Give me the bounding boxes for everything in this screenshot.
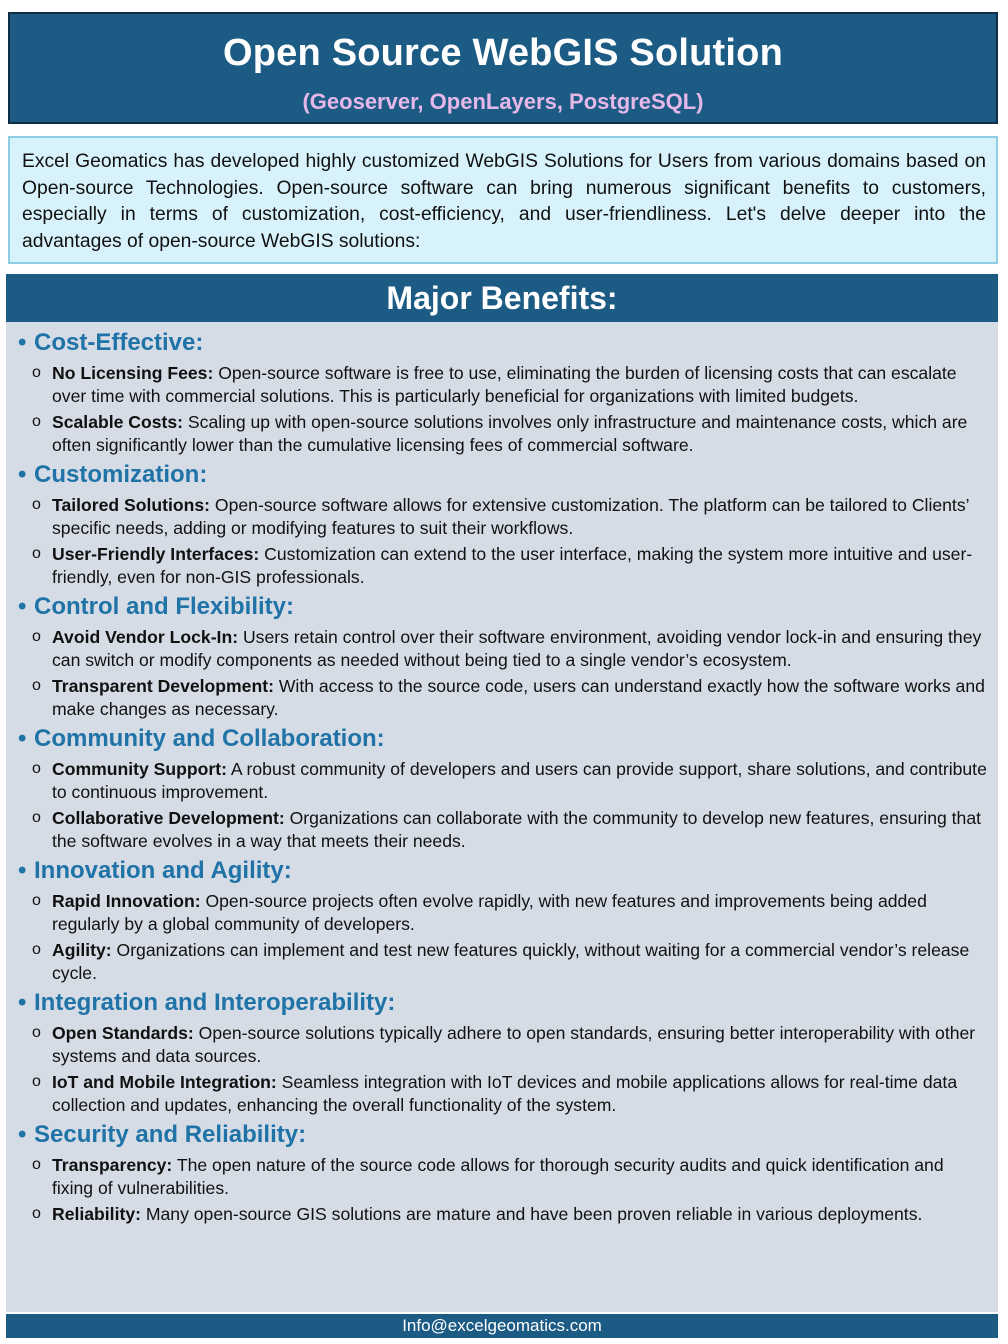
benefits-panel [6,274,998,1312]
benefit-section [18,988,988,1116]
sub-bullet-icon: o [32,1073,41,1090]
sub-bullet-icon: o [32,892,41,909]
benefit-item [18,411,988,456]
benefit-item-text: Scaling up with open-source solutions involves only infrastructure and maintenance costs, which are often significantly lower than the cumulative licensing fees of commercial software. [52,412,968,455]
section-title [18,988,988,1018]
bullet-icon: • [18,593,27,620]
sub-bullet-icon: o [32,545,41,562]
benefit-item-label: Collaborative Development: [52,808,285,828]
footer-email[interactable] [6,1314,998,1338]
section-title [18,460,988,490]
benefit-item [18,1203,988,1226]
benefit-item-label: Tailored Solutions: [52,495,211,515]
section-title-text: Integration and Interoperability: [34,989,396,1016]
benefit-item-label: Open Standards: [52,1023,194,1043]
section-title-text: Cost-Effective: [34,329,204,356]
benefit-item-label: Community Support: [52,759,227,779]
bullet-icon: • [18,989,27,1016]
benefit-item-text: Open-source solutions typically adhere to open standards, ensuring better interoperability with other systems and data sources. [52,1023,976,1066]
section-title [18,856,988,886]
section-title [18,724,988,754]
benefit-item-text: Open-source software is free to use, eliminating the burden of licensing costs that can escalate over time with commercial solutions. This is particularly beneficial for organizations with limited budgets. [52,363,957,406]
header-banner [8,12,998,124]
benefit-item-label: IoT and Mobile Integration: [52,1072,277,1092]
page-title: Open Source WebGIS Solution [223,32,783,74]
section-title-text: Community and Collaboration: [34,725,385,752]
benefit-item-label: User-Friendly Interfaces: [52,544,260,564]
sub-bullet-icon: o [32,760,41,777]
sub-bullet-icon: o [32,413,41,430]
bullet-icon: • [18,461,27,488]
benefit-item-text: Customization can extend to the user interface, making the system more intuitive and user-friendly, even for non-GIS professionals. [52,544,973,587]
benefit-section [18,592,988,720]
benefit-item [18,494,988,539]
benefit-item-text: Many open-source GIS solutions are mature and have been proven reliable in various deployments. [140,1204,923,1224]
benefit-item-label: Rapid Innovation: [52,891,201,911]
bullet-icon: • [18,1121,27,1148]
section-title [18,328,988,358]
benefit-item [18,758,988,803]
intro-box [8,136,998,264]
benefit-item [18,626,988,671]
benefit-item [18,807,988,852]
benefit-section [18,460,988,588]
benefit-item-text: With access to the source code, users can understand exactly how the software works and make changes as necessary. [52,676,985,719]
bullet-icon: • [18,857,27,884]
section-title-text: Security and Reliability: [34,1121,307,1148]
benefit-item-label: Reliability: [52,1204,141,1224]
benefit-item-text: Users retain control over their software environment, avoiding vendor lock-in and ensuring they can switch or modify components as needed without being tied to a single vendor’s ecosystem. [52,627,982,670]
benefit-item-label: Agility: [52,940,112,960]
benefit-section [18,724,988,852]
sub-bullet-icon: o [32,496,41,513]
benefit-item [18,1071,988,1116]
section-title [18,1120,988,1150]
benefit-item [18,1022,988,1067]
bullet-icon: • [18,329,27,356]
benefit-item-text: Open-source projects often evolve rapidly, with new features and improvements being added regularly by a global community of developers. [52,891,927,934]
benefit-item [18,1154,988,1199]
benefit-item-text: The open nature of the source code allows for thorough security audits and quick identification and fixing of vulnerabilities. [52,1155,944,1198]
sub-bullet-icon: o [32,1205,41,1222]
sub-bullet-icon: o [32,809,41,826]
benefit-item-label: No Licensing Fees: [52,363,214,383]
sub-bullet-icon: o [32,941,41,958]
benefit-item-text: Organizations can collaborate with the community to develop new features, ensuring that the software evolves in a way that meets their needs. [52,808,982,851]
benefit-item [18,362,988,407]
page-subtitle: (Geoserver, OpenLayers, PostgreSQL) [302,89,704,114]
section-title-text: Control and Flexibility: [34,593,295,620]
benefit-item [18,890,988,935]
benefit-item-text: Open-source software allows for extensive customization. The platform can be tailored to Clients’ specific needs, adding or modifying features to suit their workflows. [52,495,969,538]
benefit-item [18,675,988,720]
benefit-item-text: Organizations can implement and test new features quickly, without waiting for a commercial vendor’s release cycle. [52,940,970,983]
section-title-text: Innovation and Agility: [34,857,292,884]
benefit-section [18,1120,988,1226]
benefits-list [6,322,998,1226]
benefits-heading: Major Benefits: [6,274,998,322]
bullet-icon: • [18,725,27,752]
sub-bullet-icon: o [32,1024,41,1041]
section-title-text: Customization: [34,461,208,488]
sub-bullet-icon: o [32,677,41,694]
benefit-item [18,939,988,984]
footer-email-link[interactable]: Info@excelgeomatics.com [402,1316,602,1335]
benefit-item-label: Avoid Vendor Lock-In: [52,627,239,647]
sub-bullet-icon: o [32,1156,41,1173]
intro-text: Excel Geomatics has developed highly customized WebGIS Solutions for Users from various domains based on Open-source Technologies. Open-source software can bring numerous significant benefits to customers, especially in terms of customization, cost-efficiency, and user-friendliness. Let's delve deeper into the advantages of open-source WebGIS solutions: [22,151,986,252]
benefit-item-text: Seamless integration with IoT devices and mobile applications allows for real-time data collection and updates, enhancing the overall functionality of the system. [52,1072,958,1115]
benefit-section [18,856,988,984]
sub-bullet-icon: o [32,364,41,381]
sub-bullet-icon: o [32,628,41,645]
benefit-section [18,328,988,456]
section-title [18,592,988,622]
benefit-item-label: Transparency: [52,1155,173,1175]
benefit-item-text: A robust community of developers and users can provide support, share solutions, and contribute to continuous improvement. [52,759,987,802]
benefit-item-label: Transparent Development: [52,676,274,696]
benefit-item [18,543,988,588]
benefit-item-label: Scalable Costs: [52,412,184,432]
